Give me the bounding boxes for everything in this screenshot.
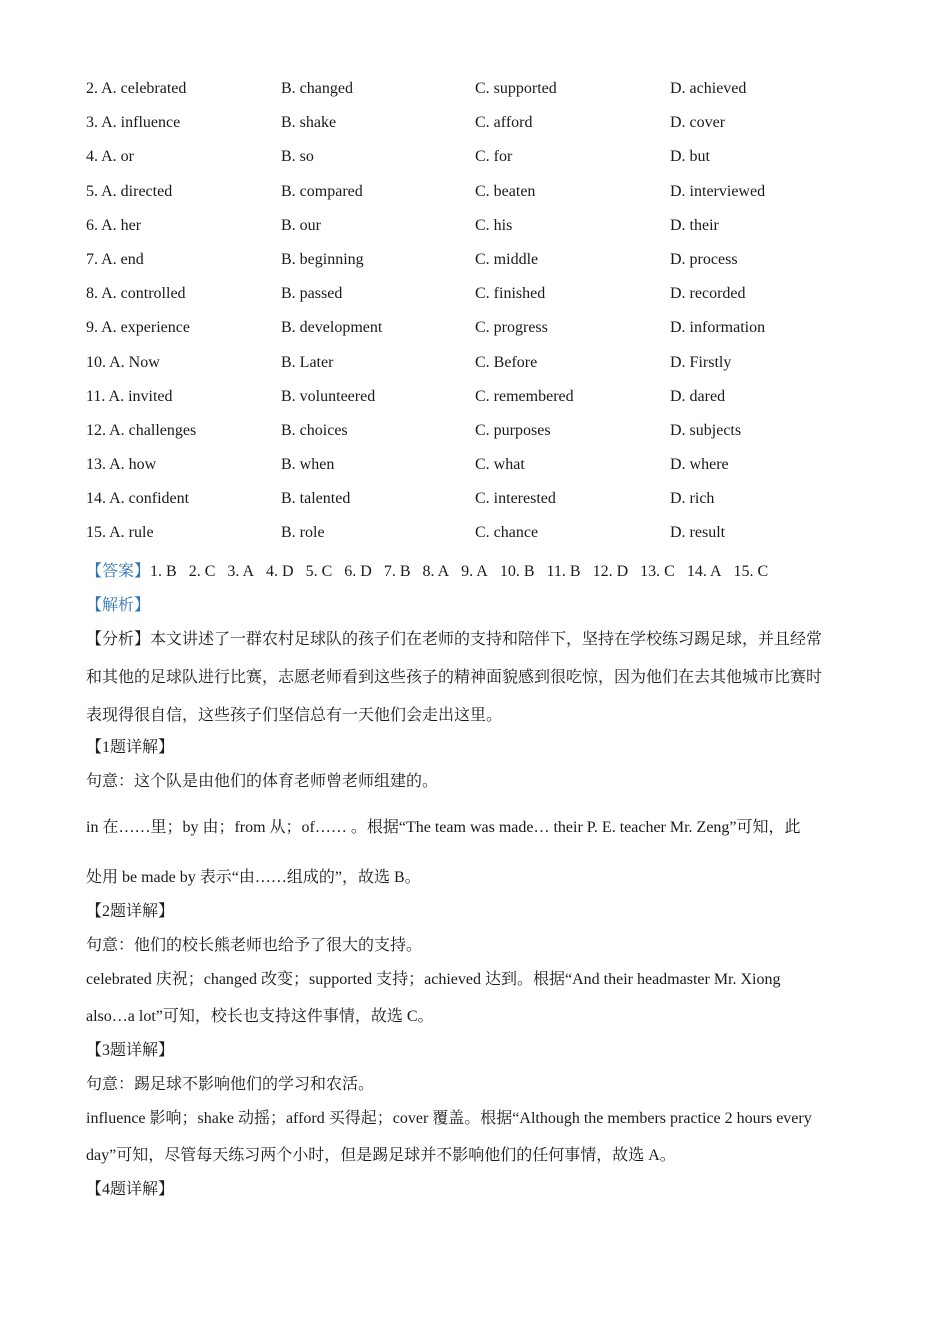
- q2-meaning: 句意：他们的校长熊老师也给予了很大的支持。: [86, 937, 423, 954]
- option-b: B. passed: [281, 285, 343, 303]
- option-d: D. result: [670, 524, 726, 542]
- option-d: D. cover: [670, 114, 726, 132]
- summary-line-1: 【分析】本文讲述了一群农村足球队的孩子们在老师的支持和陪伴下，坚持在学校练习踢足球，并且经常: [86, 631, 823, 648]
- option-row: [0, 78, 950, 112]
- option-c: C. middle: [475, 250, 539, 268]
- answer-item: 12. D: [592, 563, 629, 580]
- option-b: B. development: [281, 319, 383, 337]
- option-row: [0, 181, 950, 215]
- option-row: [0, 112, 950, 146]
- q3-explanation-2: day”可知，尽管每天练习两个小时，但是踢足球并不影响他们的任何事情，故选 A。: [86, 1147, 676, 1164]
- option-b: B. choices: [281, 421, 348, 439]
- option-a: 7. A. end: [86, 250, 144, 268]
- option-row: [0, 283, 950, 317]
- options-table: [0, 78, 950, 557]
- option-d: D. interviewed: [670, 182, 766, 200]
- answer-item: 2. C: [188, 563, 216, 580]
- option-d: D. subjects: [670, 421, 742, 439]
- option-a: 6. A. her: [86, 216, 142, 234]
- option-row: [0, 386, 950, 420]
- option-a: 8. A. controlled: [86, 285, 186, 303]
- q3-heading: 【3题详解】: [86, 1042, 175, 1059]
- option-a: 4. A. or: [86, 148, 134, 166]
- q1-explanation-1: in 在……里；by 由；from 从；of…… 。根据“The team was made… their P. E. teacher Mr. Zeng”可知，此: [86, 819, 801, 836]
- option-d: D. where: [670, 456, 729, 474]
- answer-item: 3. A: [227, 563, 255, 580]
- option-row: [0, 488, 950, 522]
- answer-list: [150, 563, 780, 580]
- q2-explanation-2: also…a lot”可知，校长也支持这件事情，故选 C。: [86, 1008, 434, 1025]
- answer-item: 9. A: [461, 563, 488, 580]
- option-c: C. Before: [475, 353, 538, 371]
- answer-item: 13. C: [640, 563, 675, 580]
- option-b: B. volunteered: [281, 387, 376, 405]
- option-a: 14. A. confident: [86, 490, 190, 508]
- option-d: D. Firstly: [670, 353, 732, 371]
- option-c: C. finished: [475, 285, 546, 303]
- option-row: [0, 454, 950, 488]
- option-b: B. shake: [281, 114, 337, 132]
- answer-item: 8. A: [422, 563, 450, 580]
- option-b: B. role: [281, 524, 325, 542]
- option-a: 2. A. celebrated: [86, 80, 187, 97]
- answer-item: 6. D: [344, 563, 372, 580]
- answer-item: 7. B: [383, 563, 411, 580]
- option-d: D. recorded: [670, 285, 746, 303]
- answer-item: 15. C: [733, 563, 769, 580]
- option-a: 13. A. how: [86, 456, 157, 474]
- option-b: B. talented: [281, 490, 351, 508]
- analysis-label: 【解析】: [86, 597, 151, 614]
- option-row: [0, 146, 950, 180]
- option-b: B. changed: [281, 80, 353, 97]
- option-c: C. for: [475, 148, 513, 166]
- answer-label: 【答案】: [86, 563, 151, 580]
- q2-heading: 【2题详解】: [86, 903, 175, 920]
- option-c: C. supported: [475, 80, 557, 97]
- answer-line: [86, 558, 780, 581]
- option-d: D. rich: [670, 490, 715, 508]
- option-a: 11. A. invited: [86, 387, 173, 405]
- option-a: 5. A. directed: [86, 182, 173, 200]
- q3-explanation-1: influence 影响；shake 动摇；afford 买得起；cover 覆盖。根据“Although the members practice 2 hours every: [86, 1110, 812, 1127]
- option-d: D. achieved: [670, 80, 747, 97]
- answer-item: 11. B: [546, 563, 581, 580]
- q3-meaning: 句意：踢足球不影响他们的学习和农活。: [86, 1076, 375, 1093]
- option-a: 9. A. experience: [86, 319, 190, 337]
- summary-line-3: 表现得很自信，这些孩子们坚信总有一天他们会走出这里。: [86, 707, 503, 724]
- summary-line-2: 和其他的足球队进行比赛，志愿老师看到这些孩子的精神面貌感到很吃惊，因为他们在去其他城市比赛时: [86, 669, 823, 686]
- q1-heading: 【1题详解】: [86, 739, 175, 756]
- option-row: [0, 215, 950, 249]
- option-c: C. what: [475, 456, 525, 474]
- option-c: C. afford: [475, 114, 533, 132]
- option-c: C. his: [475, 216, 513, 234]
- answer-item: 10. B: [499, 563, 535, 580]
- option-d: D. but: [670, 148, 710, 166]
- answer-item: 5. C: [305, 563, 333, 580]
- option-b: B. so: [281, 148, 314, 166]
- option-d: D. information: [670, 319, 766, 337]
- answer-item: 1. B: [150, 563, 177, 580]
- option-b: B. Later: [281, 353, 334, 371]
- option-a: 3. A. influence: [86, 114, 181, 132]
- option-c: C. progress: [475, 319, 548, 337]
- option-a: 10. A. Now: [86, 353, 160, 371]
- q4-heading: 【4题详解】: [86, 1181, 175, 1198]
- option-a: 15. A. rule: [86, 524, 154, 542]
- q2-explanation-1: celebrated 庆祝；changed 改变；supported 支持；achieved 达到。根据“And their headmaster Mr. Xiong: [86, 971, 781, 988]
- option-d: D. their: [670, 216, 719, 234]
- option-b: B. our: [281, 216, 321, 234]
- option-d: D. dared: [670, 387, 726, 405]
- option-d: D. process: [670, 250, 738, 268]
- answer-item: 4. D: [266, 563, 294, 580]
- answer-item: 14. A: [686, 563, 722, 580]
- option-row: [0, 249, 950, 283]
- option-row: [0, 522, 950, 556]
- q1-explanation-2: 处用 be made by 表示“由……组成的”，故选 B。: [86, 869, 421, 886]
- option-c: C. beaten: [475, 182, 536, 200]
- option-c: C. remembered: [475, 387, 574, 405]
- option-b: B. compared: [281, 182, 363, 200]
- q1-meaning: 句意：这个队是由他们的体育老师曾老师组建的。: [86, 773, 439, 790]
- option-c: C. purposes: [475, 421, 551, 439]
- option-row: [0, 317, 950, 351]
- option-b: B. beginning: [281, 250, 364, 268]
- option-row: [0, 352, 950, 386]
- option-c: C. chance: [475, 524, 539, 542]
- option-a: 12. A. challenges: [86, 421, 197, 439]
- option-b: B. when: [281, 456, 335, 474]
- option-row: [0, 420, 950, 454]
- option-c: C. interested: [475, 490, 556, 508]
